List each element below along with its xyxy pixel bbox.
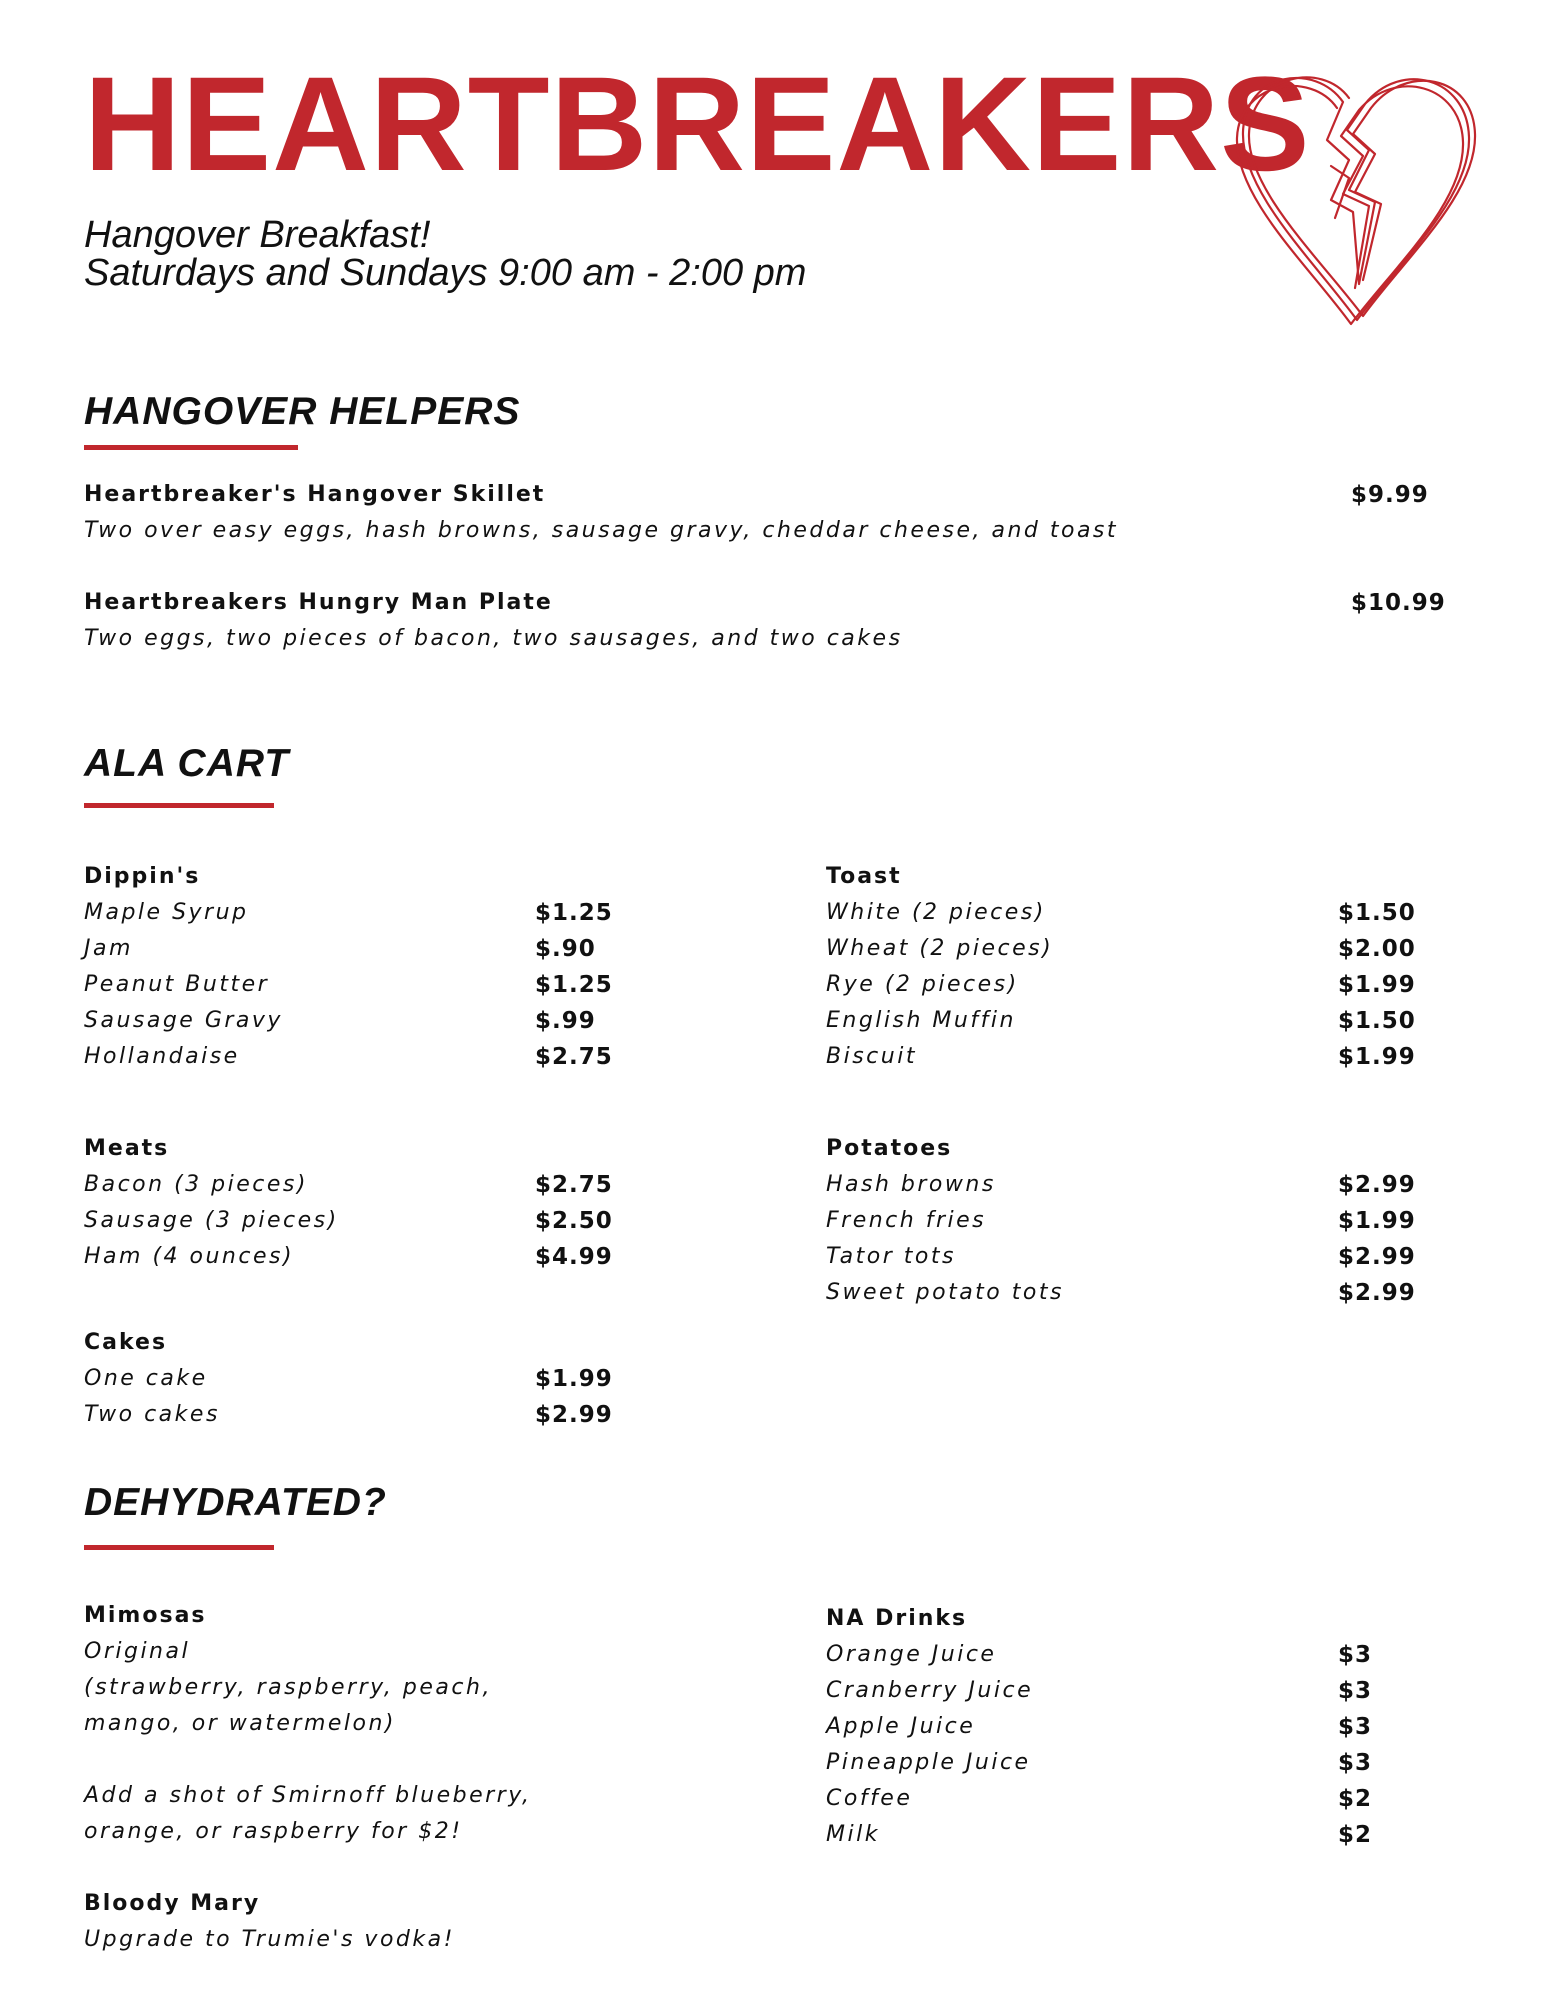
item-name: One cake xyxy=(84,1366,208,1391)
item-price: $2.75 xyxy=(535,1172,613,1198)
list-item xyxy=(826,1637,1466,1673)
group-bloody-mary xyxy=(84,1886,704,1958)
list-item xyxy=(84,967,684,1003)
item-name: Sausage (3 pieces) xyxy=(84,1208,339,1233)
menu-item-name: Heartbreaker's Hangover Skillet xyxy=(84,482,546,507)
section-title-ala-cart: ALA CART xyxy=(84,742,290,785)
item-price: $2.99 xyxy=(1338,1244,1416,1270)
list-item xyxy=(84,1039,684,1075)
bloody-mary-text: Upgrade to Trumie's vodka! xyxy=(84,1927,455,1952)
item-price: $2.99 xyxy=(1338,1280,1416,1306)
group-mimosas xyxy=(84,1598,704,1850)
item-name: Hash browns xyxy=(826,1172,996,1197)
item-price: $2.99 xyxy=(1338,1172,1416,1198)
menu-item-price: $10.99 xyxy=(1351,590,1446,616)
item-price: $1.25 xyxy=(535,972,613,998)
list-item xyxy=(84,1003,684,1039)
list-item xyxy=(826,1003,1466,1039)
list-item xyxy=(826,1275,1466,1311)
group-na-drinks xyxy=(826,1601,1466,1853)
group-title: Toast xyxy=(826,864,902,889)
item-price: $1.99 xyxy=(1338,1208,1416,1234)
mimosa-addon-text: orange, or raspberry for $2! xyxy=(84,1819,463,1844)
item-name: Maple Syrup xyxy=(84,900,249,925)
item-price: $4.99 xyxy=(535,1244,613,1270)
list-item xyxy=(826,1039,1466,1075)
subtitle-line-1: Hangover Breakfast! xyxy=(84,214,431,256)
group-toast xyxy=(826,859,1466,1075)
item-price: $1.99 xyxy=(535,1366,613,1392)
menu-item-name: Heartbreakers Hungry Man Plate xyxy=(84,590,553,615)
item-name: French fries xyxy=(826,1208,987,1233)
item-name: Rye (2 pieces) xyxy=(826,972,1019,997)
item-price: $3 xyxy=(1338,1714,1373,1740)
item-name: Cranberry Juice xyxy=(826,1678,1034,1703)
list-item xyxy=(84,895,684,931)
item-name: Sausage Gravy xyxy=(84,1008,283,1033)
item-name: Bacon (3 pieces) xyxy=(84,1172,308,1197)
group-title: Mimosas xyxy=(84,1603,207,1628)
group-title: Potatoes xyxy=(826,1136,953,1161)
list-item xyxy=(826,1781,1466,1817)
item-name: Milk xyxy=(826,1822,880,1847)
item-name: Wheat (2 pieces) xyxy=(826,936,1054,961)
item-name: Pineapple Juice xyxy=(826,1750,1031,1775)
group-potatoes xyxy=(826,1131,1466,1311)
item-price: $3 xyxy=(1338,1678,1373,1704)
list-item xyxy=(84,1167,684,1203)
item-price: $.90 xyxy=(535,936,596,962)
group-title: NA Drinks xyxy=(826,1606,968,1631)
item-name: Ham (4 ounces) xyxy=(84,1244,295,1269)
section-title-dehydrated: DEHYDRATED? xyxy=(84,1481,387,1524)
item-name: Biscuit xyxy=(826,1044,917,1069)
mimosa-text: (strawberry, raspberry, peach, xyxy=(84,1675,492,1700)
list-item xyxy=(826,1745,1466,1781)
subtitle xyxy=(84,216,806,292)
subtitle-line-2: Saturdays and Sundays 9:00 am - 2:00 pm xyxy=(84,252,807,294)
broken-heart-icon xyxy=(1235,62,1485,332)
list-item xyxy=(826,895,1466,931)
section-title-hangover-helpers: HANGOVER HELPERS xyxy=(84,390,521,433)
item-price: $1.25 xyxy=(535,900,613,926)
section-divider xyxy=(84,445,298,450)
item-name: Apple Juice xyxy=(826,1714,976,1739)
list-item xyxy=(826,1817,1466,1853)
menu-item-description: Two eggs, two pieces of bacon, two sausages, and two cakes xyxy=(84,626,903,651)
list-item xyxy=(84,1397,684,1433)
item-name: Peanut Butter xyxy=(84,972,270,997)
group-title: Bloody Mary xyxy=(84,1891,261,1916)
spacer xyxy=(84,1742,704,1778)
menu-item-description: Two over easy eggs, hash browns, sausage gravy, cheddar cheese, and toast xyxy=(84,518,1119,543)
item-price: $2.50 xyxy=(535,1208,613,1234)
item-price: $2.99 xyxy=(535,1402,613,1428)
item-price: $.99 xyxy=(535,1008,596,1034)
list-item xyxy=(84,931,684,967)
list-item xyxy=(826,931,1466,967)
item-name: English Muffin xyxy=(826,1008,1016,1033)
group-title: Meats xyxy=(84,1136,170,1161)
menu-item-price: $9.99 xyxy=(1351,482,1429,508)
item-price: $1.50 xyxy=(1338,900,1416,926)
section-divider xyxy=(84,803,274,808)
item-price: $2.75 xyxy=(535,1044,613,1070)
section-divider xyxy=(84,1545,274,1550)
group-title: Dippin's xyxy=(84,864,201,889)
item-price: $1.50 xyxy=(1338,1008,1416,1034)
list-item xyxy=(84,1361,684,1397)
list-item xyxy=(826,1709,1466,1745)
list-item xyxy=(84,1203,684,1239)
page-title: HEARTBREAKERS xyxy=(84,50,1311,199)
item-name: Jam xyxy=(84,936,133,961)
item-name: Two cakes xyxy=(84,1402,220,1427)
list-item xyxy=(826,967,1466,1003)
group-title: Cakes xyxy=(84,1330,168,1355)
item-price: $2.00 xyxy=(1338,936,1416,962)
item-price: $2 xyxy=(1338,1786,1373,1812)
item-price: $2 xyxy=(1338,1822,1373,1848)
list-item xyxy=(826,1239,1466,1275)
list-item xyxy=(826,1203,1466,1239)
list-item xyxy=(826,1167,1466,1203)
mimosa-addon-text: Add a shot of Smirnoff blueberry, xyxy=(84,1783,532,1808)
group-dippins xyxy=(84,859,684,1075)
mimosa-text: Original xyxy=(84,1639,191,1664)
item-name: Orange Juice xyxy=(826,1642,997,1667)
item-name: Tator tots xyxy=(826,1244,956,1269)
mimosa-text: mango, or watermelon) xyxy=(84,1711,397,1736)
item-name: Coffee xyxy=(826,1786,913,1811)
item-price: $3 xyxy=(1338,1750,1373,1776)
group-meats xyxy=(84,1131,684,1275)
list-item xyxy=(826,1673,1466,1709)
item-name: Hollandaise xyxy=(84,1044,240,1069)
item-name: White (2 pieces) xyxy=(826,900,1046,925)
item-price: $1.99 xyxy=(1338,1044,1416,1070)
item-price: $3 xyxy=(1338,1642,1373,1668)
item-name: Sweet potato tots xyxy=(826,1280,1064,1305)
group-cakes xyxy=(84,1325,684,1433)
item-price: $1.99 xyxy=(1338,972,1416,998)
list-item xyxy=(84,1239,684,1275)
